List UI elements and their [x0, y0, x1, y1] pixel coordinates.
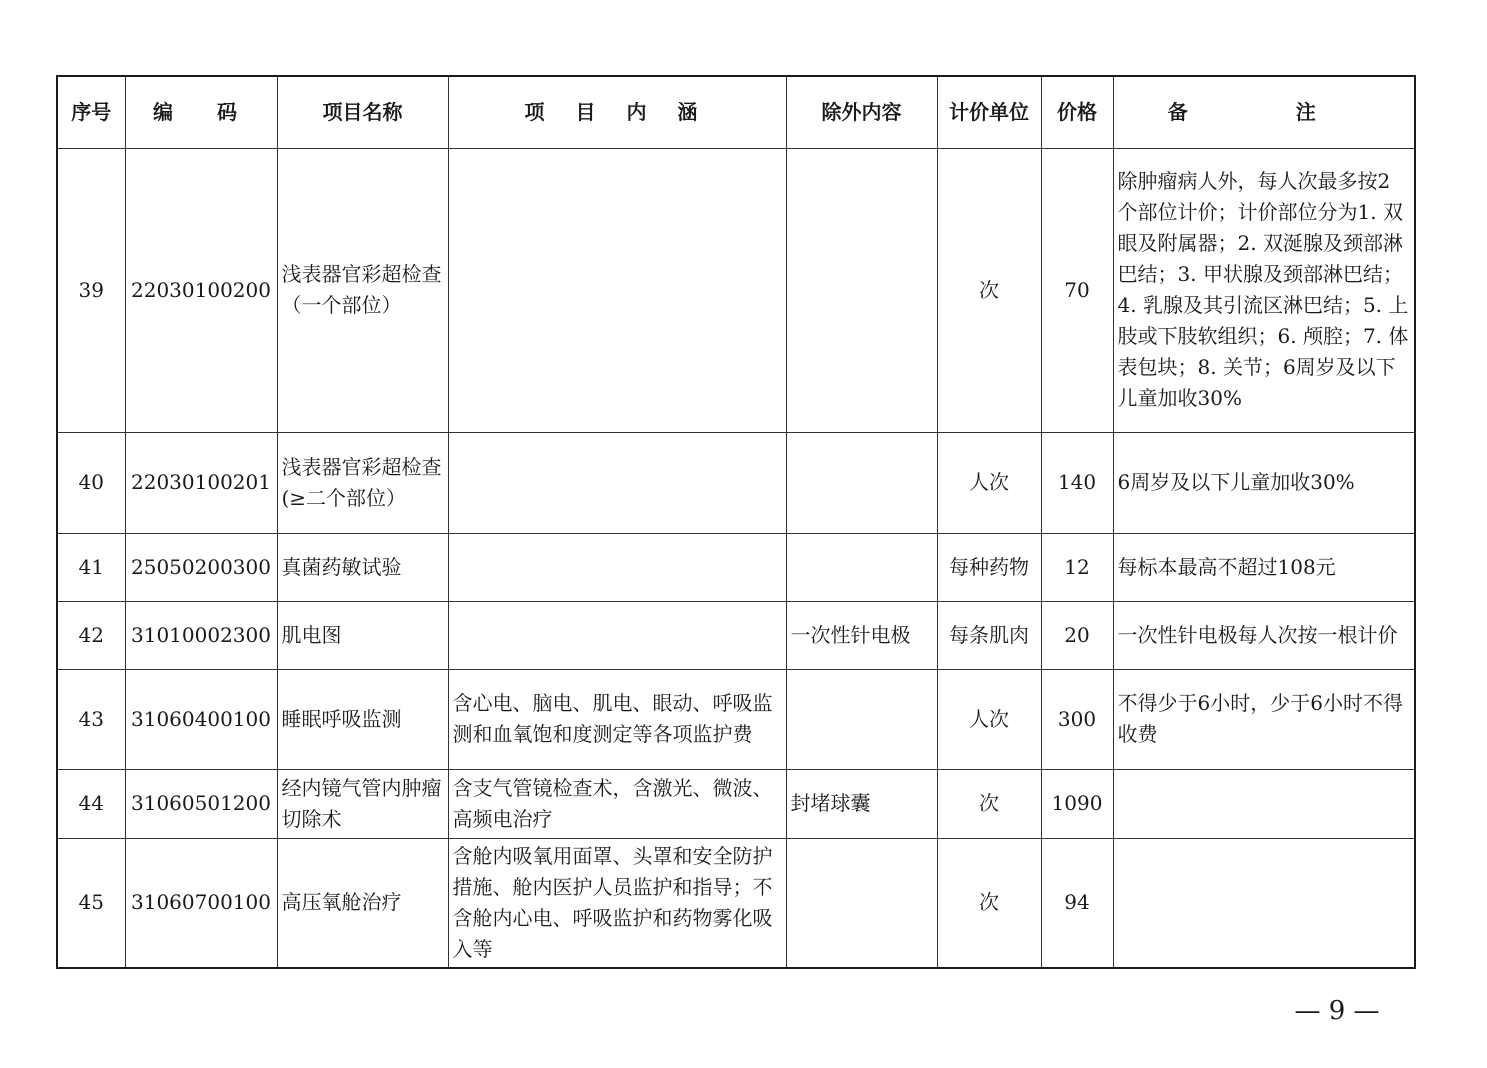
- header-unit: 计价单位: [937, 76, 1041, 148]
- header-price: 价格: [1041, 76, 1113, 148]
- cell-content: 含心电、脑电、肌电、眼动、呼吸监测和血氧饱和度测定等各项监护费: [448, 669, 786, 769]
- cell-name: 真菌药敏试验: [277, 533, 448, 601]
- cell-remarks: 不得少于6小时，少于6小时不得收费: [1113, 669, 1415, 769]
- header-name: 项目名称: [277, 76, 448, 148]
- cell-excluded: [786, 669, 937, 769]
- cell-remarks: [1113, 769, 1415, 838]
- cell-code: 25050200300: [125, 533, 277, 601]
- cell-excluded: 封堵球囊: [786, 769, 937, 838]
- cell-seq: 39: [57, 148, 125, 432]
- cell-name: 高压氧舱治疗: [277, 838, 448, 968]
- cell-seq: 43: [57, 669, 125, 769]
- table-row: [57, 148, 1415, 432]
- cell-code: 31010002300: [125, 601, 277, 669]
- header-code: 编 码: [125, 76, 277, 148]
- cell-excluded: [786, 432, 937, 533]
- cell-price: 1090: [1041, 769, 1113, 838]
- cell-unit: 次: [937, 838, 1041, 968]
- cell-content: 含舱内吸氧用面罩、头罩和安全防护措施、舱内医护人员监护和指导；不含舱内心电、呼吸监护和药物雾化吸入等: [448, 838, 786, 968]
- cell-name: 经内镜气管内肿瘤切除术: [277, 769, 448, 838]
- cell-price: 20: [1041, 601, 1113, 669]
- cell-content: [448, 148, 786, 432]
- cell-unit: 次: [937, 148, 1041, 432]
- cell-excluded: [786, 838, 937, 968]
- header-excluded: 除外内容: [786, 76, 937, 148]
- cell-unit: 每种药物: [937, 533, 1041, 601]
- table-row: [57, 838, 1415, 968]
- cell-excluded: [786, 148, 937, 432]
- table-row: [57, 533, 1415, 601]
- cell-unit: 每条肌肉: [937, 601, 1041, 669]
- cell-code: 22030100201: [125, 432, 277, 533]
- cell-seq: 45: [57, 838, 125, 968]
- cell-content: [448, 533, 786, 601]
- cell-seq: 41: [57, 533, 125, 601]
- cell-code: 31060700100: [125, 838, 277, 968]
- price-table: [56, 75, 1416, 969]
- table-row: [57, 601, 1415, 669]
- cell-unit: 次: [937, 769, 1041, 838]
- header-content: 项 目 内 涵: [448, 76, 786, 148]
- cell-name: 睡眠呼吸监测: [277, 669, 448, 769]
- cell-unit: 人次: [937, 432, 1041, 533]
- cell-name: 浅表器官彩超检查(≥二个部位）: [277, 432, 448, 533]
- cell-content: [448, 432, 786, 533]
- cell-price: 140: [1041, 432, 1113, 533]
- cell-excluded: 一次性针电极: [786, 601, 937, 669]
- cell-price: 300: [1041, 669, 1113, 769]
- cell-remarks: [1113, 838, 1415, 968]
- cell-remarks: 一次性针电极每人次按一根计价: [1113, 601, 1415, 669]
- table-row: [57, 432, 1415, 533]
- header-remarks: 备 注: [1113, 76, 1415, 148]
- cell-seq: 42: [57, 601, 125, 669]
- table-row: [57, 669, 1415, 769]
- cell-seq: 44: [57, 769, 125, 838]
- cell-seq: 40: [57, 432, 125, 533]
- cell-price: 94: [1041, 838, 1113, 968]
- header-seq: 序号: [57, 76, 125, 148]
- cell-code: 31060501200: [125, 769, 277, 838]
- cell-code: 22030100200: [125, 148, 277, 432]
- cell-code: 31060400100: [125, 669, 277, 769]
- cell-content: 含支气管镜检查术，含激光、微波、高频电治疗: [448, 769, 786, 838]
- cell-excluded: [786, 533, 937, 601]
- page-number: — 9 —: [1294, 996, 1380, 1026]
- table-row: [57, 769, 1415, 838]
- cell-price: 12: [1041, 533, 1113, 601]
- cell-name: 肌电图: [277, 601, 448, 669]
- cell-remarks: 6周岁及以下儿童加收30%: [1113, 432, 1415, 533]
- table-header-row: [57, 76, 1415, 148]
- cell-remarks: 除肿瘤病人外，每人次最多按2个部位计价；计价部位分为1. 双眼及附属器；2. 双涎腺及颈部淋巴结；3. 甲状腺及颈部淋巴结；4. 乳腺及其引流区淋巴结；5. 上肢或下肢软组织；6. 颅腔；7. 体表包块；8. 关节；6周岁及以下儿童加收30%: [1113, 148, 1415, 432]
- cell-price: 70: [1041, 148, 1113, 432]
- cell-content: [448, 601, 786, 669]
- cell-name: 浅表器官彩超检查（一个部位）: [277, 148, 448, 432]
- cell-unit: 人次: [937, 669, 1041, 769]
- cell-remarks: 每标本最高不超过108元: [1113, 533, 1415, 601]
